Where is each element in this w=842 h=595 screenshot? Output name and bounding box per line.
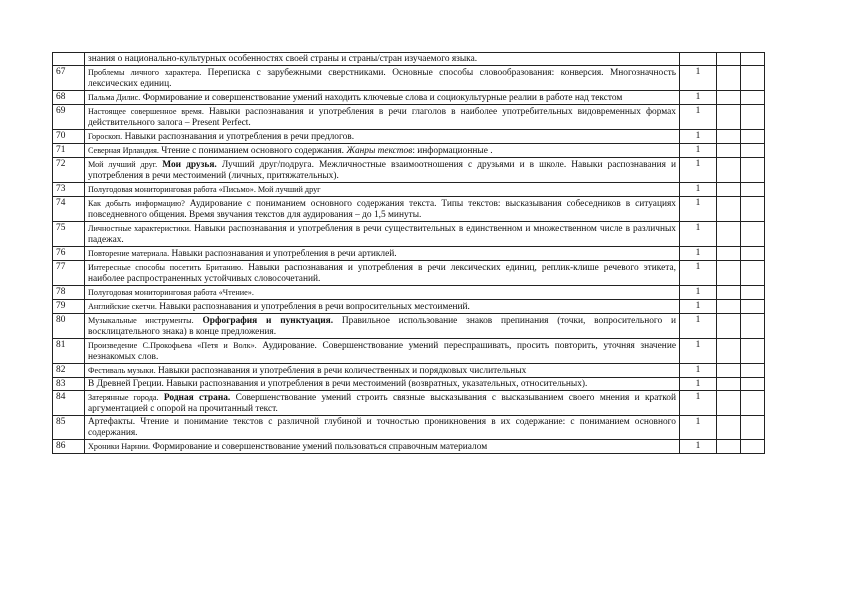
empty-cell — [717, 300, 741, 314]
lesson-number: 70 — [53, 130, 85, 144]
lesson-hours: 1 — [680, 391, 717, 416]
empty-cell — [741, 66, 765, 91]
lesson-hours: 1 — [680, 91, 717, 105]
empty-cell — [741, 391, 765, 416]
lesson-number: 81 — [53, 339, 85, 364]
topic-lead: Мой лучший друг. — [88, 160, 158, 169]
empty-cell — [717, 183, 741, 197]
lesson-number: 75 — [53, 222, 85, 247]
table-row — [53, 314, 765, 339]
empty-cell — [741, 247, 765, 261]
empty-cell — [741, 105, 765, 130]
lesson-number: 72 — [53, 158, 85, 183]
lesson-hours: 1 — [680, 183, 717, 197]
topic-text: Навыки распознавания и употребления в речи артиклей. — [169, 249, 397, 259]
empty-cell — [717, 286, 741, 300]
topic-lead: Настоящее совершенное время. — [88, 107, 204, 116]
lesson-hours: 1 — [680, 158, 717, 183]
lesson-plan-table — [52, 52, 765, 454]
topic-bold: Орфография и пунктуация. — [202, 316, 334, 326]
table-row — [53, 416, 765, 440]
empty-cell — [717, 53, 741, 66]
topic-lead: Гороскоп. — [88, 132, 123, 141]
empty-cell — [741, 183, 765, 197]
table-row — [53, 130, 765, 144]
lesson-hours: 1 — [680, 197, 717, 222]
lesson-number: 74 — [53, 197, 85, 222]
lesson-topic — [85, 53, 680, 66]
topic-text: Правильное использование знаков препинания (точки, вопросительного и восклицательного знака) в конце предложения. — [88, 316, 677, 337]
topic-text: Навыки распознавания и употребления в речи существительных в единственном и множественном числе в различных падежах. — [88, 224, 676, 245]
topic-lead: Полугодовая мониторинговая работа «Письмо». Мой лучший друг — [88, 185, 321, 194]
empty-cell — [717, 247, 741, 261]
topic-text: Навыки распознавания и употребления в речи глаголов в наиболее употребительных видовременных формах действительного залога – Present Perfect. — [88, 107, 676, 128]
topic-lead: Фестиваль музыки. — [88, 366, 156, 375]
table-row — [53, 144, 765, 158]
empty-cell — [741, 130, 765, 144]
empty-cell — [717, 391, 741, 416]
lesson-hours: 1 — [680, 440, 717, 454]
lesson-number: 84 — [53, 391, 85, 416]
lesson-topic — [85, 183, 680, 197]
lesson-number: 67 — [53, 66, 85, 91]
lesson-topic — [85, 158, 680, 183]
topic-text: Чтение и понимание текстов с различной глубиной и точностью проникновения в их содержание: с пониманием основного содержания. — [88, 417, 676, 438]
empty-cell — [741, 440, 765, 454]
topic-lead: Проблемы личного характера. — [88, 68, 202, 77]
topic-lead: Затерянные города. — [88, 393, 159, 402]
empty-cell — [741, 197, 765, 222]
table-row — [53, 197, 765, 222]
empty-cell — [717, 314, 741, 339]
lesson-topic — [85, 391, 680, 416]
table-row — [53, 286, 765, 300]
empty-cell — [717, 222, 741, 247]
empty-cell — [741, 144, 765, 158]
topic-text: Аудирование. Совершенствование умений переспрашивать, просить повторить, уточняя значение незнакомых слов. — [88, 341, 676, 362]
topic-text: Аудирование с пониманием основного содержания текста. Типы текстов: высказывания собеседников в ситуациях повседневного общения. Время звучания текстов для аудирования – до 1,5 минуты. — [88, 199, 676, 220]
table-row — [53, 339, 765, 364]
lesson-hours: 1 — [680, 364, 717, 378]
lesson-hours: 1 — [680, 314, 717, 339]
table-row — [53, 222, 765, 247]
empty-cell — [741, 286, 765, 300]
lesson-hours: 1 — [680, 66, 717, 91]
lesson-number: 71 — [53, 144, 85, 158]
empty-cell — [717, 130, 741, 144]
lesson-topic — [85, 91, 680, 105]
topic-lead: Хроники Нарнии. — [88, 442, 151, 451]
topic-text: Навыки распознавания и употребления в речи количественных и порядковых числительных — [155, 366, 527, 376]
empty-cell — [717, 440, 741, 454]
lesson-number: 82 — [53, 364, 85, 378]
topic-lead: Пальма Дилис. — [88, 93, 141, 102]
table-row — [53, 158, 765, 183]
lesson-topic — [85, 314, 680, 339]
empty-cell — [717, 66, 741, 91]
topic-lead: Английские скетчи. — [88, 302, 157, 311]
topic-lead: Произведение С.Прокофьева «Петя и Волк». — [88, 341, 257, 350]
topic-lead: Интересные способы посетить Британию. — [88, 263, 244, 272]
lesson-hours: 1 — [680, 130, 717, 144]
topic-text: Совершенствование умений строить связные высказывания с высказыванием своего мнения и краткой аргументацией с опорой на прочитанный текст. — [88, 393, 676, 414]
lesson-number: 69 — [53, 105, 85, 130]
lesson-topic — [85, 378, 680, 391]
table-row — [53, 247, 765, 261]
table-row — [53, 364, 765, 378]
topic-lead: В Древней Греции. — [88, 379, 164, 389]
lesson-topic — [85, 144, 680, 158]
lesson-topic — [85, 197, 680, 222]
empty-cell — [741, 339, 765, 364]
empty-cell — [741, 158, 765, 183]
table-row — [53, 91, 765, 105]
empty-cell — [717, 364, 741, 378]
lesson-number: 68 — [53, 91, 85, 105]
lesson-topic — [85, 247, 680, 261]
table-row — [53, 66, 765, 91]
lesson-hours: 1 — [680, 261, 717, 286]
topic-text: Формирование и совершенствование умений пользоваться справочным материалом — [150, 442, 488, 452]
table-row — [53, 391, 765, 416]
lesson-topic — [85, 261, 680, 286]
lesson-hours: 1 — [680, 144, 717, 158]
table-row — [53, 53, 765, 66]
lesson-number: 86 — [53, 440, 85, 454]
empty-cell — [741, 53, 765, 66]
table-row — [53, 105, 765, 130]
lesson-topic — [85, 105, 680, 130]
lesson-number: 83 — [53, 378, 85, 391]
lesson-number: 78 — [53, 286, 85, 300]
table-row — [53, 183, 765, 197]
topic-text: Навыки распознавания и употребления в речи лексических единиц, реплик-клише речевого этикета, наиболее распространенных устойчивых словосочетаний. — [88, 263, 676, 284]
lesson-number — [53, 53, 85, 66]
topic-lead: Музыкальные инструменты. — [88, 316, 194, 325]
topic-text: Навыки распознавания и употребления в речи вопросительных местоимений. — [156, 302, 470, 312]
lesson-topic — [85, 286, 680, 300]
lesson-hours: 1 — [680, 378, 717, 391]
topic-text: Навыки распознавания и употребления в речи предлогов. — [122, 132, 355, 142]
lesson-topic — [85, 339, 680, 364]
lesson-topic — [85, 130, 680, 144]
lesson-hours: 1 — [680, 416, 717, 440]
lesson-topic — [85, 364, 680, 378]
lesson-topic — [85, 66, 680, 91]
topic-bold: Родная страна. — [163, 393, 231, 403]
lesson-hours: 1 — [680, 339, 717, 364]
lesson-topic — [85, 300, 680, 314]
table-row — [53, 440, 765, 454]
lesson-number: 85 — [53, 416, 85, 440]
topic-text: Лучший друг/подруга. Межличностные взаимоотношения с друзьями и в школе. Навыки распознавания и употребления в речи местоимений (личных, притяжательных). — [88, 160, 676, 181]
empty-cell — [717, 378, 741, 391]
empty-cell — [741, 364, 765, 378]
empty-cell — [741, 91, 765, 105]
table-row — [53, 261, 765, 286]
lesson-number: 77 — [53, 261, 85, 286]
empty-cell — [717, 105, 741, 130]
lesson-hours: 1 — [680, 222, 717, 247]
topic-bold: Мои друзья. — [162, 160, 217, 170]
lesson-topic — [85, 222, 680, 247]
table-row — [53, 300, 765, 314]
empty-cell — [717, 261, 741, 286]
lesson-number: 79 — [53, 300, 85, 314]
topic-text: знания о национально-культурных особенностях своей страны и страны/стран изучаемого языка. — [88, 54, 478, 64]
empty-cell — [741, 416, 765, 440]
empty-cell — [717, 91, 741, 105]
topic-lead: Как добыть информацию? — [88, 199, 185, 208]
empty-cell — [741, 300, 765, 314]
lesson-topic — [85, 416, 680, 440]
table-row — [53, 378, 765, 391]
topic-lead: Полугодовая мониторинговая работа «Чтение». — [88, 288, 254, 297]
topic-lead: Артефакты. — [88, 417, 136, 427]
topic-lead: Повторение материала. — [88, 249, 170, 258]
empty-cell — [717, 339, 741, 364]
topic-lead: Личностные характеристики. — [88, 224, 192, 233]
topic-text: Формирование и совершенствование умений находить ключевые слова и социокультурные реалии в работе над текстом — [140, 93, 623, 103]
empty-cell — [741, 378, 765, 391]
topic-italic: Жанры текстов — [346, 146, 413, 156]
lesson-hours: 1 — [680, 300, 717, 314]
topic-lead: Северная Ирландия. — [88, 146, 159, 155]
topic-text: Навыки распознавания и употребления в речи местоимений (возвратных, указательных, относительных). — [163, 379, 588, 389]
lesson-hours — [680, 53, 717, 66]
lesson-hours: 1 — [680, 286, 717, 300]
lesson-hours: 1 — [680, 247, 717, 261]
lesson-number: 76 — [53, 247, 85, 261]
lesson-hours: 1 — [680, 105, 717, 130]
empty-cell — [717, 197, 741, 222]
lesson-topic — [85, 440, 680, 454]
empty-cell — [741, 314, 765, 339]
empty-cell — [717, 144, 741, 158]
lesson-plan-body — [53, 53, 765, 454]
empty-cell — [741, 222, 765, 247]
lesson-number: 80 — [53, 314, 85, 339]
topic-text: Чтение с пониманием основного содержания. — [158, 146, 347, 156]
topic-text: Переписка с зарубежными сверстниками. Основные способы словообразования: конверсия. Многозначность лексических единиц. — [88, 68, 676, 89]
empty-cell — [717, 158, 741, 183]
lesson-number: 73 — [53, 183, 85, 197]
topic-text: : информационные . — [412, 146, 493, 156]
empty-cell — [741, 261, 765, 286]
empty-cell — [717, 416, 741, 440]
